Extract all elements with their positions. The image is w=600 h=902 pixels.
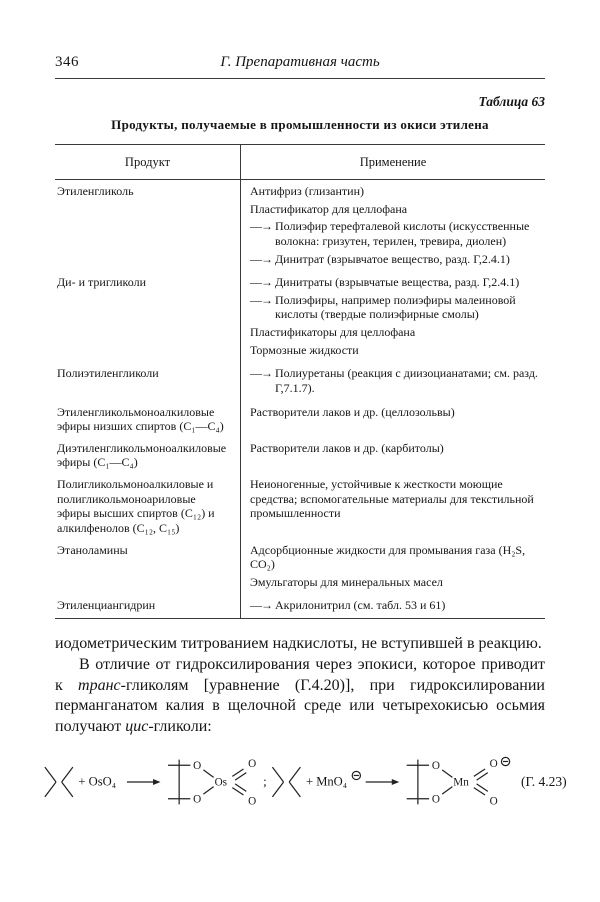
- column-header-use: Применение: [240, 145, 545, 179]
- products-table: [55, 144, 545, 619]
- minus-charge-icon: [501, 758, 509, 766]
- long-arrow-icon: —→: [250, 251, 272, 266]
- text-segment: -гликоли:: [148, 717, 212, 735]
- table-row: [55, 271, 545, 362]
- use-item: [250, 404, 541, 422]
- reaction-scheme: [43, 752, 513, 812]
- minus-charge-icon: [352, 772, 360, 780]
- oxygen-label: O: [489, 795, 498, 808]
- table-header-row: [55, 145, 545, 180]
- use-item-derived: [250, 251, 541, 269]
- use-item-derived: [250, 365, 541, 397]
- o-os-bonds: [203, 770, 213, 794]
- manganese-label: Mn: [453, 777, 469, 790]
- paragraph-continuation: иодометрическим титрованием надкислоты, не вступившей в реакцию.: [55, 635, 542, 652]
- product-name: Полигликольмоноалкиловые и полигликольмоноариловые эфиры высших спиртов (C₁₂) и алкилфенолов (C₁₂, C₁₅): [57, 477, 215, 535]
- oxygen-label: O: [248, 795, 257, 808]
- product-name: Ди- и тригликоли: [57, 275, 147, 290]
- osmium-label: Os: [214, 777, 228, 790]
- uses-cell: [240, 362, 545, 400]
- use-text: Полиуретаны (реакция с диизоцианатами; см. разд. Г,7.1.7).: [275, 366, 538, 395]
- product-name: Этиленгликольмоноалкиловые эфиры низших спиртов (C₁—C₄): [57, 404, 224, 434]
- table-row: [55, 401, 545, 437]
- use-item-derived: [250, 274, 541, 292]
- reaction-equation: [43, 752, 569, 812]
- use-item-derived: [250, 597, 541, 615]
- product-name: Этиленгликоль: [57, 184, 134, 198]
- use-item: [250, 324, 541, 342]
- italic-term: транс: [78, 676, 121, 694]
- product-name: Диэтиленгликольмоноалкиловые эфиры (C₁—C₄): [57, 440, 227, 470]
- table-row: [55, 539, 545, 595]
- paragraph-main: [55, 655, 545, 737]
- oxygen-label: O: [431, 793, 440, 806]
- separator-semicolon: ;: [263, 774, 267, 790]
- use-item-derived: [250, 218, 541, 250]
- alkene-icon: [45, 767, 73, 797]
- uses-cell: [240, 539, 545, 595]
- use-text: Пластификаторы для целлофана: [250, 325, 416, 339]
- product-name: Полиэтиленгликоли: [57, 366, 159, 381]
- long-arrow-icon: —→: [250, 219, 272, 234]
- carbon-skeleton: [168, 760, 190, 805]
- use-item: [250, 440, 541, 458]
- table-row: [55, 594, 545, 618]
- carbon-skeleton: [407, 760, 429, 805]
- use-item-derived: [250, 292, 541, 324]
- use-text: Антифриз (глизантин): [250, 184, 364, 198]
- text-segment: В отличие от гидроксилирования через эпокиси, которое приводит к: [55, 656, 545, 694]
- uses-cell: [240, 594, 545, 618]
- page-number: 346: [55, 54, 79, 70]
- use-item: [250, 183, 541, 201]
- uses-cell: [240, 180, 545, 271]
- table-row: [55, 180, 545, 271]
- use-text: Неионогенные, устойчивые к жесткости моющие средства; вспомогательные материалы для текстильной промышленности: [250, 477, 534, 521]
- oxygen-label: O: [193, 793, 202, 806]
- long-arrow-icon: —→: [250, 598, 272, 613]
- oxygen-label: O: [248, 758, 257, 771]
- page-header: [55, 54, 545, 79]
- reagent-oso4-label: + OsO₄: [78, 775, 117, 790]
- reaction-arrow-icon: [366, 779, 400, 785]
- use-text: Растворители лаков и др. (целлозольвы): [250, 404, 455, 419]
- use-item: [250, 201, 541, 219]
- use-item: [250, 542, 541, 574]
- table-title: Продукты, получаемые в промышленности из окиси этилена: [111, 117, 489, 132]
- product-name: Этиленциангидрин: [57, 598, 156, 613]
- uses-cell: [240, 271, 545, 362]
- table-caption: Таблица 63: [478, 94, 545, 109]
- oxygen-label: O: [193, 760, 202, 773]
- use-text: Эмульгаторы для минеральных масел: [250, 574, 443, 589]
- use-text: Полиэфир терефталевой кислоты (искусственные волокна: гризутен, терилен, тревира, диолен): [275, 219, 530, 248]
- product-name: Этаноламины: [57, 542, 128, 557]
- use-text: Акрилонитрил (см. табл. 53 и 61): [275, 598, 446, 613]
- uses-cell: [240, 437, 545, 473]
- use-item: [250, 574, 541, 592]
- use-item: [250, 476, 541, 523]
- manganate-ester-structure: [407, 758, 510, 808]
- use-text: Пластификатор для целлофана: [250, 201, 408, 216]
- long-arrow-icon: —→: [250, 366, 272, 381]
- osmate-ester-structure: [168, 758, 256, 807]
- oxygen-label: O: [431, 760, 440, 773]
- oxygen-label: O: [489, 758, 498, 771]
- uses-cell: [240, 473, 545, 539]
- use-text: Адсорбционные жидкости для промывания газа (H₂S, CO₂): [250, 542, 526, 572]
- use-text: Тормозные жидкости: [250, 342, 359, 357]
- equation-number: (Г. 4.23): [521, 774, 567, 790]
- use-text: Растворители лаков и др. (карбитолы): [250, 440, 444, 455]
- running-title: Г. Препаративная часть: [220, 54, 380, 70]
- long-arrow-icon: —→: [250, 275, 272, 290]
- table-row: [55, 362, 545, 400]
- long-arrow-icon: —→: [250, 292, 272, 307]
- italic-term: цис: [125, 717, 149, 735]
- alkene-icon: [272, 767, 300, 797]
- reaction-arrow-icon: [127, 779, 161, 785]
- use-text: Полиэфиры, например полиэфиры малеиновой кислоты (твердые полиэфирные смолы): [275, 292, 516, 322]
- column-header-product: Продукт: [124, 155, 171, 169]
- mn-double-bonds: [474, 769, 488, 795]
- table-row: [55, 473, 545, 539]
- reagent-mno4-label: + MnO₄: [305, 775, 348, 790]
- table-body: [55, 180, 545, 618]
- use-item: [250, 342, 541, 360]
- os-double-bonds: [232, 769, 246, 795]
- text-segment: -гликолям [уравнение (Г.4.20)], при гидроксилировании перманганатом калия в щелочной среде или четырехокисью осьмия получают: [55, 676, 545, 735]
- use-text: Динитраты (взрывчатые вещества, разд. Г,2.4.1): [275, 275, 520, 290]
- table-row: [55, 437, 545, 473]
- uses-cell: [240, 401, 545, 437]
- use-text: Динитрат (взрывчатое вещество, разд. Г,2.4.1): [275, 251, 510, 266]
- o-mn-bonds: [442, 770, 452, 794]
